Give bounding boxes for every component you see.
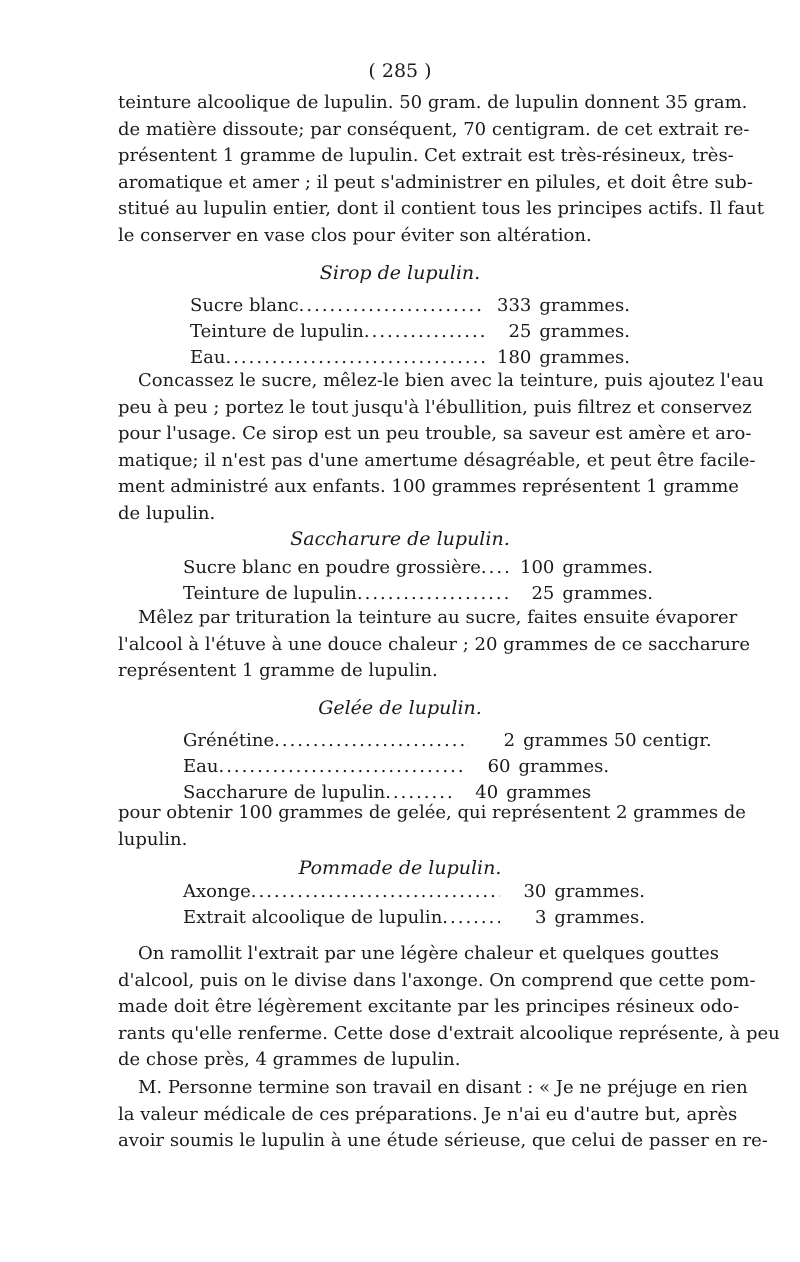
ingredient-name: Extrait alcoolique de lupulin	[183, 907, 443, 928]
recipe-item	[190, 293, 630, 319]
ingredient-unit: grammes.	[554, 881, 645, 902]
leader-dots	[274, 728, 469, 754]
ingredient-name: Saccharure de lupulin	[183, 782, 386, 803]
text-line: pour obtenir 100 grammes de gelée, qui représentent 2 grammes de	[118, 802, 746, 823]
recipe-title-sirop: Sirop de lupulin.	[319, 262, 481, 284]
recipe-item	[183, 879, 645, 905]
leader-dots	[251, 879, 501, 905]
ingredient-unit: grammes.	[554, 907, 645, 928]
text-line: made doit être légèrement excitante par les principes résineux odo-	[118, 996, 740, 1017]
ingredient-unit: grammes.	[518, 756, 610, 777]
text-line: d'alcool, puis on le divise dans l'axonge. On comprend que cette pom-	[118, 969, 756, 991]
recipe-list-saccharure	[183, 555, 653, 607]
text-line: représentent 1 gramme de lupulin.	[118, 660, 438, 681]
ingredient-name: Eau	[183, 756, 219, 777]
recipe-item	[183, 905, 645, 931]
ingredient-unit: grammes 50 centigr.	[523, 730, 712, 751]
ingredient-qty: 60	[487, 756, 511, 777]
text-line: de matière dissoute; par conséquent, 70 centigram. de cet extrait re-	[118, 118, 750, 140]
ingredient-unit: grammes.	[539, 295, 630, 316]
recipe-list-gelee	[183, 728, 712, 806]
ingredient-qty: 2	[503, 730, 516, 751]
ingredient-unit: grammes.	[562, 583, 653, 604]
leader-dots	[357, 581, 509, 607]
ingredient-name: Grénétine	[183, 730, 275, 751]
ingredient-name: Sucre blanc en poudre grossière	[183, 557, 481, 578]
text-line: peu à peu ; portez le tout jusqu'à l'ébullition, puis filtrez et conservez	[118, 396, 752, 418]
ingredient-qty: 30	[523, 881, 547, 902]
leader-dots	[442, 905, 500, 931]
text-line: On ramollit l'extrait par une légère chaleur et quelques gouttes	[138, 943, 719, 964]
ingredient-name: Teinture de lupulin	[183, 583, 357, 604]
text-line: stitué au lupulin entier, dont il contient tous les principes actifs. Il faut	[118, 198, 764, 219]
ingredient-name: Teinture de lupulin	[190, 321, 364, 342]
recipe-item	[183, 754, 683, 780]
paragraph-saccharure	[118, 605, 751, 685]
recipe-item	[190, 319, 630, 345]
ingredient-qty: 333	[497, 295, 532, 316]
text-line: Mêlez par trituration la teinture au sucre, faites ensuite évaporer	[138, 607, 738, 628]
leader-dots	[218, 754, 464, 780]
recipe-list-pommade	[183, 879, 645, 931]
text-line: de chose près, 4 grammes de lupulin.	[118, 1049, 461, 1070]
paragraph-sirop	[118, 368, 764, 527]
recipe-list-sirop	[190, 293, 630, 371]
text-line: matique; il n'est pas d'une amertume désagréable, et peut être facile-	[118, 449, 756, 471]
text-line: avoir soumis le lupulin à une étude sérieuse, que celui de passer en re-	[118, 1130, 768, 1151]
ingredient-qty: 100	[520, 557, 555, 578]
recipe-item	[183, 555, 653, 581]
ingredient-unit: grammes.	[539, 321, 630, 342]
paragraph-extract	[118, 90, 764, 249]
ingredient-name: Axonge	[183, 881, 251, 902]
recipe-title-gelee: Gelée de lupulin.	[318, 697, 482, 719]
ingredient-qty: 180	[497, 347, 532, 368]
recipe-item	[183, 728, 712, 754]
text-line: la valeur médicale de ces préparations. Je n'ai eu d'autre but, après	[118, 1103, 738, 1125]
recipe-item	[183, 581, 653, 607]
ingredient-unit: grammes.	[539, 347, 630, 368]
ingredient-qty: 40	[475, 782, 499, 803]
ingredient-qty: 25	[531, 583, 555, 604]
ingredient-unit: grammes.	[562, 557, 653, 578]
ingredient-unit: grammes	[506, 782, 592, 803]
text-line: teinture alcoolique de lupulin. 50 gram. de lupulin donnent 35 gram.	[118, 92, 748, 113]
leader-dots	[364, 319, 486, 345]
text-line: présentent 1 gramme de lupulin. Cet extrait est très-résineux, très-	[118, 145, 734, 166]
text-line: pour l'usage. Ce sirop est un peu trouble, sa saveur est amère et aro-	[118, 423, 752, 444]
text-line: rants qu'elle renferme. Cette dose d'extrait alcoolique représente, à peu	[118, 1022, 780, 1044]
recipe-title-saccharure: Saccharure de lupulin.	[290, 528, 510, 550]
paragraph-conclusion	[118, 1075, 768, 1155]
page-number: ( 285 )	[368, 60, 432, 82]
text-line: ment administré aux enfants. 100 grammes représentent 1 gramme	[118, 476, 739, 497]
text-line: le conserver en vase clos pour éviter son altération.	[118, 224, 592, 246]
ingredient-qty: 3	[534, 907, 547, 928]
leader-dots	[481, 555, 508, 581]
paragraph-pommade	[118, 941, 780, 1074]
leader-dots	[299, 293, 486, 319]
recipe-title-pommade: Pommade de lupulin.	[298, 857, 502, 879]
text-line: lupulin.	[118, 828, 188, 850]
text-line: de lupulin.	[118, 502, 216, 524]
text-line: M. Personne termine son travail en disant : « Je ne préjuge en rien	[138, 1077, 748, 1098]
ingredient-qty: 25	[508, 321, 532, 342]
text-line: aromatique et amer ; il peut s'administrer en pilules, et doit être sub-	[118, 171, 753, 193]
ingredient-name: Eau	[190, 347, 226, 368]
ingredient-name: Sucre blanc	[190, 295, 299, 316]
text-line: Concassez le sucre, mêlez-le bien avec la teinture, puis ajoutez l'eau	[138, 370, 764, 391]
text-line: l'alcool à l'étuve à une douce chaleur ; 20 grammes de ce saccharure	[118, 633, 751, 655]
paragraph-gelee	[118, 800, 746, 853]
